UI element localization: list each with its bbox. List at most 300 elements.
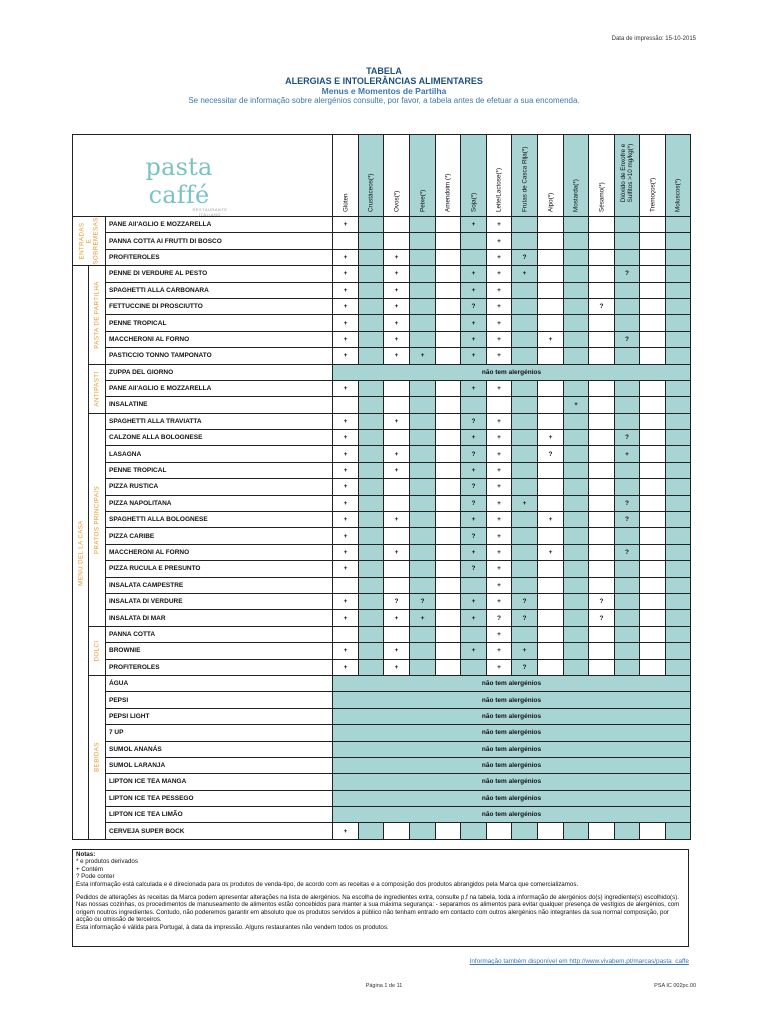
notes-line: + Contém [76,865,103,873]
allergen-cell [640,217,666,233]
table-row [73,462,691,478]
table-row [73,692,691,708]
allergen-cell: ? [461,446,487,462]
allergen-cell [564,462,589,478]
allergen-cell [512,217,538,233]
menu-item-name: PEPSI LIGHT [106,708,333,724]
allergen-cell: + [538,544,564,560]
table-row [73,348,691,364]
allergen-cell [564,626,589,642]
allergen-cell [640,348,666,364]
menu-item-name: PIZZA NAPOLITANA [106,495,333,511]
allergen-cell: + [333,528,359,544]
allergen-cell [640,561,666,577]
allergen-cell [436,397,461,413]
info-link[interactable]: Informação também disponível em http://www.vivabem.pt/marcas/pasta_caffe [469,958,689,965]
allergen-cell [384,823,410,839]
section-label: ENTRADAS E SOBREMESAS [78,217,100,265]
allergen-cell [538,610,564,626]
allergen-cell [615,233,640,249]
allergen-cell [640,610,666,626]
allergen-cell [487,397,512,413]
allergen-cell: + [384,282,410,298]
allergen-cell [666,561,691,577]
section-label-cell [73,217,106,266]
allergen-cell [589,577,615,593]
column-header [410,135,436,217]
allergen-cell [640,249,666,265]
allergen-cell [333,577,359,593]
allergen-cell [564,413,589,429]
allergen-cell: + [461,380,487,396]
allergen-cell: + [410,610,436,626]
notes-line: Esta informação é válida para Portugal, à data da impressão. Alguns restaurantes não vendem todos os produtos. [76,923,389,931]
allergen-cell [512,298,538,314]
allergen-cell [666,479,691,495]
allergen-cell [589,462,615,478]
allergen-cell [512,380,538,396]
allergen-cell [359,430,384,446]
allergen-cell: + [615,446,640,462]
allergen-cell [436,528,461,544]
allergen-cell: + [384,544,410,560]
table-row [73,249,691,265]
allergen-cell [538,479,564,495]
allergen-cell [615,282,640,298]
allergen-cell [359,298,384,314]
allergen-cell [666,233,691,249]
menu-item-name: PROFITEROLES [106,249,333,265]
allergen-cell [410,282,436,298]
allergen-cell [589,430,615,446]
allergen-cell [359,217,384,233]
allergen-cell [359,643,384,659]
allergen-cell [384,479,410,495]
allergen-cell: + [512,495,538,511]
allergen-cell: + [333,348,359,364]
allergen-cell: ? [615,331,640,347]
allergen-cell: + [487,217,512,233]
section-label-cell [89,413,106,626]
menu-item-name: PIZZA RUCULA E PRESUNTO [106,561,333,577]
allergen-cell: ? [538,446,564,462]
menu-item-name: LIPTON ICE TEA PESSEGO [106,790,333,806]
allergen-cell [359,823,384,839]
allergen-cell [538,217,564,233]
allergen-cell: ? [487,610,512,626]
allergen-cell: ? [512,659,538,675]
allergen-cell [666,528,691,544]
allergen-cell [589,446,615,462]
allergen-cell: + [333,446,359,462]
allergen-cell [666,462,691,478]
allergen-cell [333,233,359,249]
allergen-cell [538,298,564,314]
allergen-cell: + [487,495,512,511]
allergen-cell [666,413,691,429]
allergen-cell [461,397,487,413]
allergen-cell: + [384,659,410,675]
allergen-cell: + [487,577,512,593]
table-row [73,725,691,741]
allergen-cell [640,462,666,478]
allergen-cell [564,643,589,659]
allergen-cell: ? [589,298,615,314]
allergen-cell [512,233,538,249]
allergen-cell: + [333,249,359,265]
table-row [73,659,691,675]
allergen-cell: ? [461,413,487,429]
allergen-cell [666,315,691,331]
allergen-cell [564,561,589,577]
allergen-cell [564,249,589,265]
table-row [73,708,691,724]
allergen-cell [640,593,666,609]
allergen-cell: ? [461,298,487,314]
allergen-cell [564,610,589,626]
allergen-cell: + [333,479,359,495]
allergen-cell: + [333,561,359,577]
no-allergens-cell: não tem alergénios [333,675,691,691]
allergen-cell [461,626,487,642]
allergen-cell [564,282,589,298]
allergen-cell: + [461,282,487,298]
allergen-cell: + [384,446,410,462]
allergen-cell [359,413,384,429]
allergen-cell [666,643,691,659]
allergen-cell [359,610,384,626]
table-row [73,315,691,331]
allergen-cell [333,397,359,413]
allergen-cell [538,495,564,511]
allergen-cell [666,430,691,446]
menu-item-name: SPAGHETTI ALLA CARBONARA [106,282,333,298]
allergen-cell [538,593,564,609]
allergen-cell: + [487,528,512,544]
allergen-cell: + [564,397,589,413]
allergen-cell: + [333,659,359,675]
menu-item-name: PIZZA RUSTICA [106,479,333,495]
allergen-cell [564,233,589,249]
allergen-cell [615,577,640,593]
allergen-cell [436,413,461,429]
allergen-cell [512,282,538,298]
menu-item-name: PROFITEROLES [106,659,333,675]
allergen-cell [461,659,487,675]
allergen-cell [410,479,436,495]
menu-item-name: PENNE DI VERDURE AL PESTO [106,266,333,282]
menu-item-name: PANE All'AGLIO E MOZZARELLA [106,217,333,233]
allergen-cell [512,331,538,347]
column-header [461,135,487,217]
allergen-cell [436,643,461,659]
allergen-cell [615,610,640,626]
allergen-cell [512,626,538,642]
allergen-cell [589,643,615,659]
allergen-cell: + [487,380,512,396]
allergen-cell [359,282,384,298]
allergen-cell [538,233,564,249]
allergen-cell [487,823,512,839]
allergen-cell: + [487,348,512,364]
allergen-cell [538,561,564,577]
allergen-cell [436,380,461,396]
title-line-2: ALERGIAS E INTOLERÂNCIAS ALIMENTARES [285,76,483,86]
menu-item-name: MACCHERONI AL FORNO [106,331,333,347]
allergen-cell: + [333,593,359,609]
allergen-cell [359,446,384,462]
allergen-cell [436,577,461,593]
allergen-cell [538,348,564,364]
menu-item-name: CALZONE ALLA BOLOGNESE [106,430,333,446]
allergen-cell: ? [384,593,410,609]
allergen-cell [640,643,666,659]
allergen-cell [436,282,461,298]
allergen-cell [615,217,640,233]
allergen-cell: + [384,413,410,429]
allergen-cell [436,495,461,511]
allergen-cell [615,659,640,675]
allergen-cell: + [333,217,359,233]
allergen-table [72,134,691,840]
allergen-cell [436,462,461,478]
allergen-cell [359,348,384,364]
allergen-cell [512,528,538,544]
page-number: Página 1 de 11 [365,983,403,989]
allergen-cell [538,266,564,282]
allergen-cell [589,397,615,413]
allergen-cell [564,823,589,839]
column-header-label: Mostarda(*) [572,179,580,212]
allergen-cell: + [487,413,512,429]
table-row [73,217,691,233]
allergen-cell: + [487,430,512,446]
allergen-cell: + [333,413,359,429]
notes-title: Notas: [76,851,96,858]
allergen-cell [564,315,589,331]
allergen-cell: + [333,331,359,347]
allergen-cell: + [487,643,512,659]
column-header-label: Moluscos(*) [674,178,682,212]
allergen-cell: + [333,823,359,839]
menu-item-name: CERVEJA SUPER BOCK [106,823,333,839]
menu-item-name: SPAGHETTI ALLA TRAVIATTA [106,413,333,429]
table-row [73,774,691,790]
allergen-cell [512,561,538,577]
allergen-cell [666,348,691,364]
menu-item-name: PENNE TROPICAL [106,462,333,478]
title-line-1: TABELA [366,66,402,76]
allergen-cell [564,331,589,347]
allergen-cell [359,266,384,282]
allergen-cell: + [487,593,512,609]
allergen-cell [564,446,589,462]
allergen-cell [436,823,461,839]
allergen-cell: + [487,462,512,478]
allergen-cell [359,331,384,347]
allergen-cell: + [461,266,487,282]
table-row [73,512,691,528]
allergen-cell [359,249,384,265]
allergen-cell [512,397,538,413]
allergen-cell [666,823,691,839]
allergen-cell [359,593,384,609]
allergen-cell: + [487,512,512,528]
allergen-cell [538,413,564,429]
no-allergens-cell: não tem alergénios [333,790,691,806]
allergen-cell [564,479,589,495]
allergen-cell [436,659,461,675]
allergen-cell [461,233,487,249]
allergen-cell [538,626,564,642]
allergen-cell: + [384,348,410,364]
allergen-cell: + [384,331,410,347]
menu-item-name: LASAGNA [106,446,333,462]
allergen-cell [666,593,691,609]
column-header [538,135,564,217]
table-row [73,397,691,413]
allergen-cell [640,495,666,511]
allergen-cell: + [461,348,487,364]
allergen-cell: + [333,495,359,511]
table-row [73,807,691,823]
allergen-cell [666,544,691,560]
allergen-cell [564,577,589,593]
allergen-cell: + [487,479,512,495]
table-row [73,593,691,609]
outer-section-label: MENU DEL LA CASA [77,519,84,586]
allergen-cell [512,430,538,446]
allergen-cell [564,528,589,544]
outer-section-cell [73,266,89,840]
allergen-cell: + [512,643,538,659]
allergen-cell [436,331,461,347]
allergen-cell [615,348,640,364]
allergen-cell: + [487,626,512,642]
allergen-cell: ? [615,495,640,511]
allergen-cell [410,266,436,282]
allergen-cell [666,331,691,347]
allergen-cell [615,413,640,429]
table-row [73,544,691,560]
allergen-cell [615,380,640,396]
table-row [73,626,691,642]
allergen-cell [666,266,691,282]
allergen-cell [512,348,538,364]
pasta-caffe-logo [119,153,239,217]
allergen-cell [640,413,666,429]
allergen-cell [589,331,615,347]
allergen-cell [615,823,640,839]
allergen-cell [359,479,384,495]
allergen-cell [410,217,436,233]
allergen-cell [564,348,589,364]
allergen-cell: + [461,512,487,528]
column-header-label: Leite/Lactose(*) [495,167,503,212]
menu-item-name: FETTUCCINE DI PROSCIUTTO [106,298,333,314]
column-header [487,135,512,217]
allergen-cell: + [487,331,512,347]
table-row [73,741,691,757]
allergen-cell [666,659,691,675]
menu-item-name: PASTICCIO TONNO TAMPONATO [106,348,333,364]
menu-item-name: PANNA COTTA [106,626,333,642]
allergen-cell [410,659,436,675]
allergen-cell: + [487,249,512,265]
allergen-cell [640,544,666,560]
allergen-cell [410,643,436,659]
allergen-cell: + [487,266,512,282]
menu-item-name: LIPTON ICE TEA LIMÃO [106,807,333,823]
allergen-cell [512,479,538,495]
section-label: PASTA DE PARTILHA [93,281,101,349]
allergen-cell: ? [461,495,487,511]
column-header-label: Aipo(*) [547,192,554,212]
no-allergens-cell: não tem alergénios [333,692,691,708]
allergen-cell [538,528,564,544]
allergen-cell [615,479,640,495]
allergen-cell: + [461,430,487,446]
allergen-cell [564,544,589,560]
no-allergens-cell: não tem alergénios [333,757,691,773]
allergen-cell: + [487,298,512,314]
allergen-cell: + [384,249,410,265]
allergen-cell: + [487,446,512,462]
allergen-cell: + [410,348,436,364]
menu-item-name: MACCHERONI AL FORNO [106,544,333,560]
allergen-cell [461,823,487,839]
allergen-cell: + [487,561,512,577]
allergen-cell [589,544,615,560]
allergen-cell [589,659,615,675]
allergen-cell [359,233,384,249]
print-date: Data de impressão: 15-10-2015 [611,36,696,42]
allergen-cell [436,315,461,331]
section-label-cell [89,675,106,839]
allergen-cell: + [461,462,487,478]
allergen-cell: + [461,593,487,609]
allergen-cell [359,544,384,560]
table-row [73,380,691,396]
allergen-cell: + [461,217,487,233]
allergen-cell [410,446,436,462]
allergen-cell: ? [615,544,640,560]
column-header [333,135,359,217]
allergen-cell [384,495,410,511]
allergen-cell: + [333,298,359,314]
allergen-cell [436,544,461,560]
column-header-label: Sésamo(*) [598,182,605,212]
allergen-cell: + [333,282,359,298]
no-allergens-cell: não tem alergénios [333,807,691,823]
section-label: PRATOS PRINCIPAIS [93,485,101,554]
menu-item-name: INSALATINE [106,397,333,413]
column-header [640,135,666,217]
menu-item-name: PEPSI [106,692,333,708]
allergen-cell: ? [512,593,538,609]
allergen-cell: ? [512,610,538,626]
no-allergens-cell: não tem alergénios [333,741,691,757]
menu-item-name: INSALATA DI VERDURE [106,593,333,609]
allergen-cell: + [538,512,564,528]
allergen-cell [512,544,538,560]
column-header-label: Soja(*) [470,192,477,212]
column-header-label: Ovos(*) [393,190,400,212]
allergen-cell [384,233,410,249]
table-row [73,577,691,593]
allergen-cell [410,233,436,249]
allergen-cell: + [487,315,512,331]
